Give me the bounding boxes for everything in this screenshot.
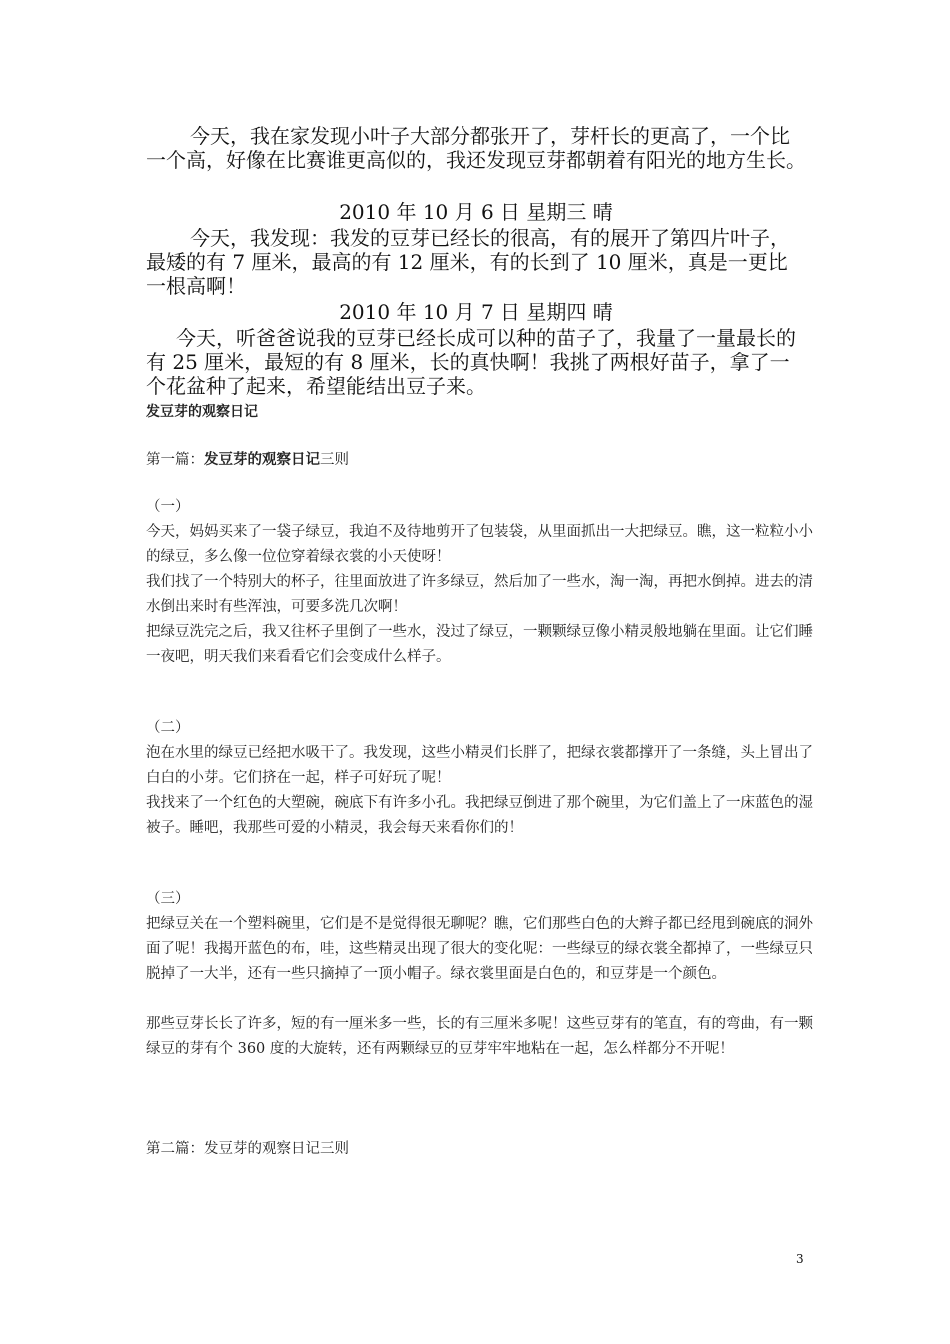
section-3-paragraph-2: 那些豆芽长长了许多，短的有一厘米多一些，长的有三厘米多呢！这些豆芽有的笔直，有的弯曲，有一颗绿豆的芽有个 360 度的大旋转，还有两颗绿豆的豆芽牢牢地粘在一起，怎么样都分不开呢！ [146, 1016, 813, 1057]
section-1-label: （一） [146, 499, 190, 515]
section-3-paragraph-1: 把绿豆关在一个塑料碗里，它们是不是觉得很无聊呢？瞧，它们那些白色的大辫子都已经甩到碗底的洞外面了呢！我揭开蓝色的布，哇，这些精灵出现了很大的变化呢：一些绿豆的绿衣裳全都掉了，一些绿豆只脱掉了一大半，还有一些只摘掉了一顶小帽子。绿衣裳里面是白色的，和豆芽是一个颜色。 [146, 916, 813, 982]
section-heading: 发豆芽的观察日记 [146, 404, 258, 420]
article-1-title-suffix: 三则 [320, 452, 349, 468]
article-1-title-prefix: 第一篇： [146, 452, 204, 468]
section-1-paragraph-1: 今天，妈妈买来了一袋子绿豆，我迫不及待地剪开了包装袋，从里面抓出一大把绿豆。瞧，这一粒粒小小的绿豆，多么像一位位穿着绿衣裳的小天使呀！ [146, 524, 813, 565]
section-3-label: （三） [146, 891, 190, 907]
page-number: 3 [796, 1252, 804, 1266]
article-1-title [146, 448, 814, 473]
diary-date-2: 2010 年 10 月 7 日 星期四 晴 [339, 300, 613, 324]
intro-paragraph-2: 今天，我发现：我发的豆芽已经长的很高，有的展开了第四片叶子，最矮的有 7 厘米，最高的有 12 厘米，有的长到了 10 厘米，真是一更比一根高啊！ [146, 226, 790, 298]
section-2-paragraph-2: 我找来了一个红色的大塑碗，碗底下有许多小孔。我把绿豆倒进了那个碗里，为它们盖上了一床蓝色的湿被子。睡吧，我那些可爱的小精灵，我会每天来看你们的！ [146, 795, 813, 836]
section-2-paragraph-1: 泡在水里的绿豆已经把水吸干了。我发现，这些小精灵们长胖了，把绿衣裳都撑开了一条缝，头上冒出了白白的小芽。它们挤在一起，样子可好玩了呢！ [146, 745, 813, 786]
diary-date-1: 2010 年 10 月 6 日 星期三 晴 [339, 200, 613, 224]
article-1-title-bold: 发豆芽的观察日记 [204, 452, 320, 468]
section-2-label: （二） [146, 720, 190, 736]
intro-paragraph-3: 今天，听爸爸说我的豆芽已经长成可以种的苗子了，我量了一量最长的有 25 厘米，最短的有 8 厘米，长的真快啊！我挑了两根好苗子，拿了一个花盆种了起来，希望能结出豆子来。 [146, 326, 796, 398]
intro-paragraph-1: 今天，我在家发现小叶子大部分都张开了，芽杆长的更高了，一个比一个高，好像在比赛谁更高似的，我还发现豆芽都朝着有阳光的地方生长。 [146, 124, 806, 172]
section-1-paragraph-2: 我们找了一个特别大的杯子，往里面放进了许多绿豆，然后加了一些水，淘一淘，再把水倒掉。进去的清水倒出来时有些浑浊，可要多洗几次啊！ [146, 574, 813, 615]
section-1-paragraph-3: 把绿豆洗完之后，我又往杯子里倒了一些水，没过了绿豆，一颗颗绿豆像小精灵般地躺在里面。让它们睡一夜吧，明天我们来看看它们会变成什么样子。 [146, 624, 813, 665]
article-2-title: 第二篇：发豆芽的观察日记三则 [146, 1141, 349, 1157]
